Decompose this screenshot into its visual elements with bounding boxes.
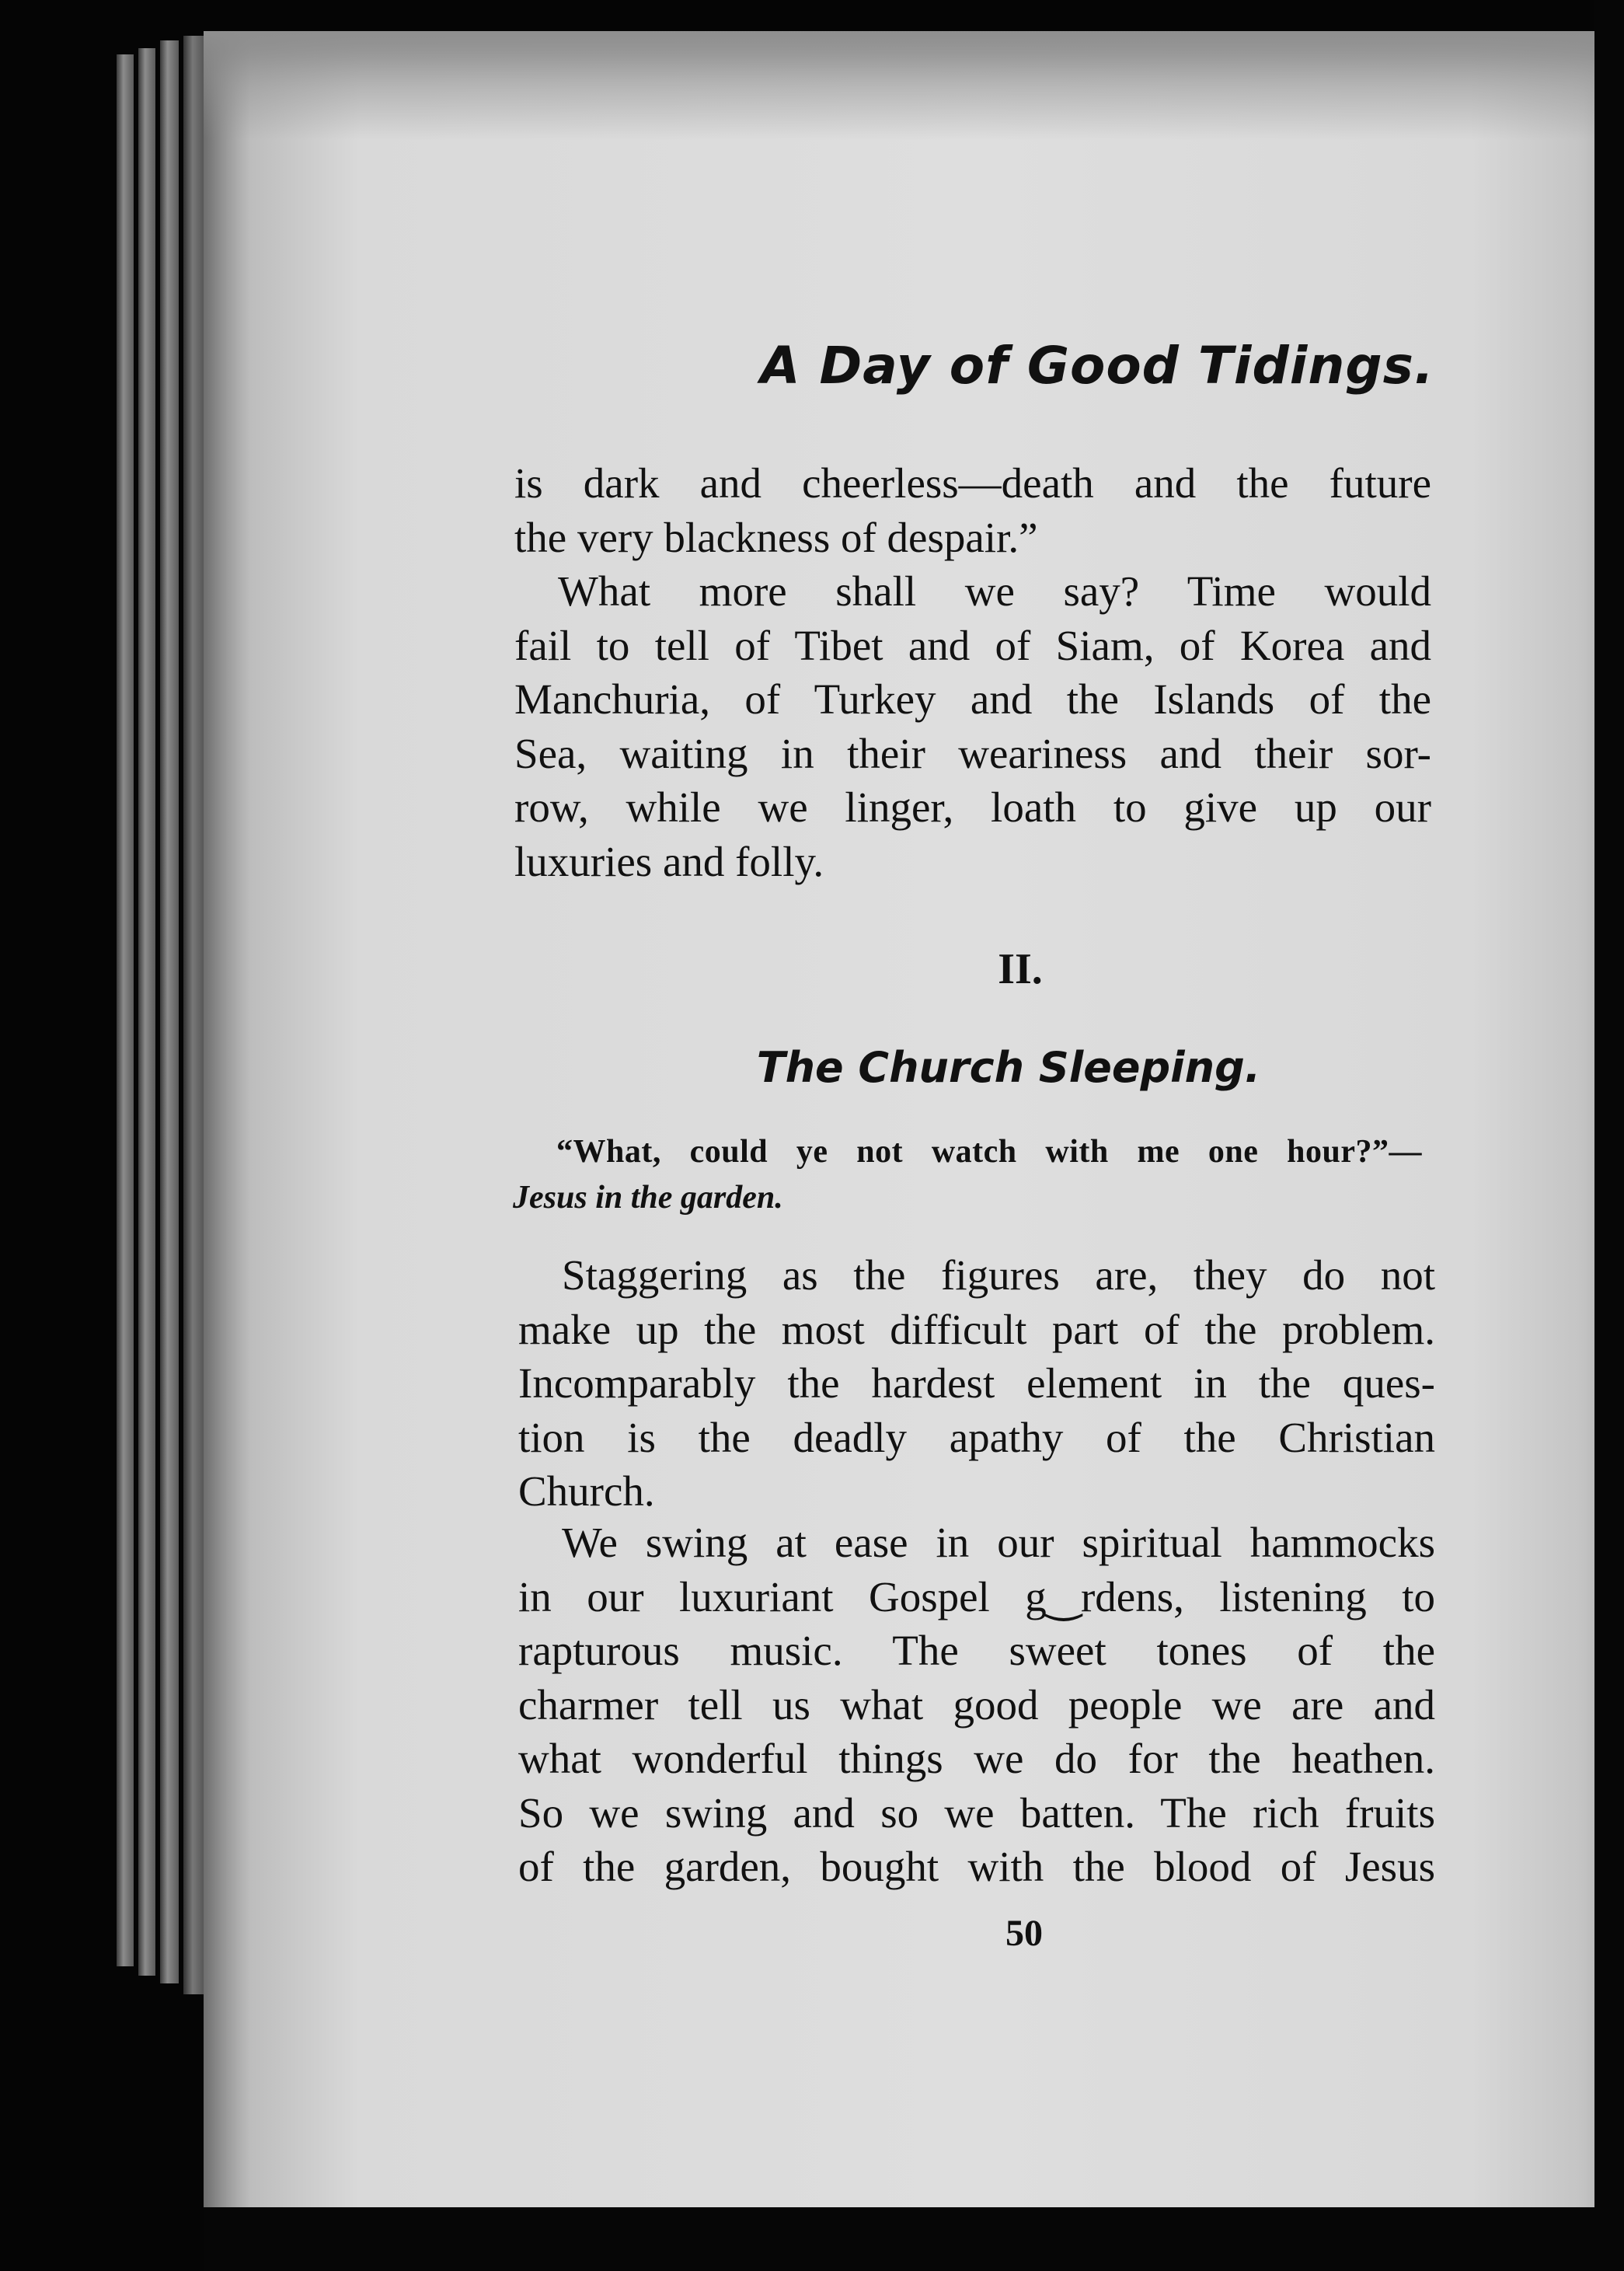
text-line: charmer tell us what good people we are and: [518, 1680, 1435, 1729]
text-line: So we swing and so we batten. The rich fruits: [518, 1788, 1435, 1837]
text-line: Church.: [518, 1467, 655, 1515]
text-line: Manchuria, of Turkey and the Islands of the: [514, 675, 1431, 723]
page-edge: [138, 48, 155, 1976]
text-line: Staggering as the figures are, they do not: [562, 1251, 1435, 1299]
text-line: rapturous music. The sweet tones of the: [518, 1627, 1435, 1674]
running-head: A Day of Good Tidings.: [760, 336, 1434, 396]
text-line: What more shall we say? Time would: [558, 567, 1431, 615]
text-line: what wonderful things we do for the heathen.: [518, 1735, 1435, 1782]
paragraph-block-2: [518, 1248, 1435, 1519]
text-line: tion is the deadly apathy of the Christian: [518, 1413, 1435, 1461]
text-line: is dark and cheerless—death and the future: [514, 459, 1431, 507]
text-line: fail to tell of Tibet and of Siam, of Korea and: [514, 621, 1431, 669]
section-title: The Church Sleeping.: [756, 1043, 1261, 1092]
text-line: row, while we linger, loath to give up our: [514, 783, 1431, 831]
scan-bottom-border: [204, 2207, 1612, 2271]
page-number: 50: [1005, 1913, 1043, 1954]
paragraph-block-1: [514, 456, 1431, 888]
text-line: Sea, waiting in their weariness and their sor-: [514, 729, 1431, 777]
epigraph-attribution: Jesus in the garden.: [513, 1180, 783, 1216]
epigraph: [513, 1129, 1422, 1221]
text-line: the very blackness of despair.”: [514, 513, 1038, 561]
text-line: in our luxuriant Gospel g‿rdens, listening to: [518, 1572, 1435, 1620]
page-edge: [160, 40, 179, 1983]
text-line: of the garden, bought with the blood of Jesus: [518, 1843, 1435, 1890]
section-number: II.: [998, 945, 1043, 993]
text-line: We swing at ease in our spiritual hammocks: [562, 1519, 1435, 1566]
text-line: Incomparably the hardest element in the ques-: [518, 1359, 1435, 1407]
page-top-shadow: [204, 31, 1612, 140]
epigraph-quote: “What, could ye not watch with me one hour?”—: [556, 1134, 1422, 1170]
book-page: [204, 31, 1612, 2246]
page-edge: [117, 54, 134, 1966]
text-line: luxuries and folly.: [514, 837, 824, 885]
scan-right-border: [1594, 0, 1624, 2271]
text-line: make up the most difficult part of the problem.: [518, 1305, 1435, 1353]
paragraph-block-3: [518, 1516, 1435, 1894]
